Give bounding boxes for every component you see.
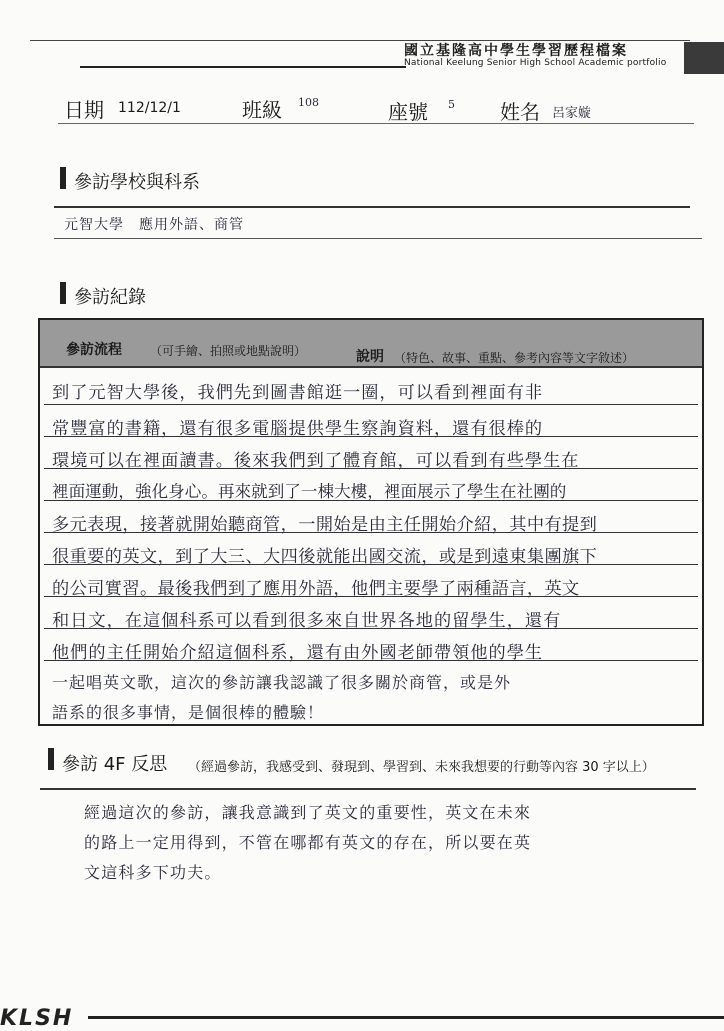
- class-label: 班級: [242, 98, 282, 122]
- header-bottom-rule: [80, 66, 406, 68]
- date-value: 112/12/1: [118, 100, 181, 116]
- record-line: 常豐富的書籍，還有很多電腦提供學生察詢資料，還有很棒的: [52, 419, 544, 439]
- name-label: 姓名: [500, 100, 540, 124]
- section-record-title: 參訪紀錄: [74, 287, 146, 308]
- record-line: 到了元智大學後，我們先到圖書館逛一圈，可以看到裡面有非: [52, 383, 544, 403]
- klsh-logo: KLSH: [0, 1006, 74, 1031]
- section-school-rule: [54, 206, 690, 208]
- record-line: 很重要的英文，到了大三、大四後就能出國交流，或是到遠東集團旗下: [52, 547, 598, 567]
- section-reflection-rule: [40, 788, 696, 790]
- section-school-marker: [60, 167, 66, 189]
- col-process-note: （可手繪、拍照或地點說明）: [150, 344, 307, 358]
- ruled-line: [44, 404, 698, 405]
- class-value: 108: [298, 96, 319, 109]
- portfolio-subtitle: National Keelung Senior High School Academic portfolio: [404, 58, 667, 68]
- school-content: 元智大學 應用外語、商管: [64, 217, 244, 233]
- section-record-marker: [60, 282, 66, 304]
- portfolio-title: 國立基隆高中學生學習歷程檔案: [404, 43, 628, 59]
- record-line: 語系的很多事情，是個很棒的體驗！: [52, 703, 325, 722]
- record-line: 多元表現，接著就開始聽商管，一開始是由主任開始介紹，其中有提到: [52, 515, 598, 535]
- section-school-title: 參訪學校與科系: [74, 172, 200, 193]
- col-desc-note: （特色、故事、重點、參考內容等文字敘述）: [394, 351, 635, 365]
- col-process-title: 參訪流程: [66, 342, 122, 358]
- col-desc-title: 說明: [356, 349, 384, 365]
- record-line: 一起唱英文歌，這次的參訪讓我認識了很多關於商管，或是外: [52, 673, 512, 692]
- record-line: 裡面運動，強化身心。再來就到了一棟大樓，裡面展示了學生在社團的: [52, 482, 567, 501]
- record-line: 的公司實習。最後我們到了應用外語，他們主要學了兩種語言，英文: [52, 579, 580, 599]
- section-reflection-note: （經過參訪，我感受到、發現到、學習到、未來我想要的行動等內容 30 字以上）: [188, 760, 655, 775]
- record-line: 環境可以在裡面讀書。後來我們到了體育館，可以看到有些學生在: [52, 451, 580, 471]
- info-rule: [58, 123, 694, 124]
- record-line: 他們的主任開始介紹這個科系，還有由外國老師帶領他的學生: [52, 643, 544, 663]
- school-content-rule: [54, 238, 702, 239]
- seat-label: 座號: [388, 100, 428, 124]
- footer-rule: [88, 1016, 724, 1019]
- reflection-line: 的路上一定用得到，不管在哪都有英文的存在，所以要在英: [84, 833, 532, 852]
- name-value: 呂家嫙: [552, 106, 592, 121]
- header-dark-block: [684, 42, 724, 74]
- date-label: 日期: [64, 98, 104, 122]
- record-line: 和日文，在這個科系可以看到很多來自世界各地的留學生，還有: [52, 611, 562, 631]
- reflection-line: 文這科多下功夫。: [84, 863, 222, 882]
- reflection-line: 經過這次的參訪，讓我意識到了英文的重要性，英文在未來: [84, 803, 532, 822]
- seat-value: 5: [448, 98, 455, 111]
- section-reflection-marker: [48, 748, 54, 770]
- section-reflection-title: 參訪 4F 反思: [62, 754, 168, 775]
